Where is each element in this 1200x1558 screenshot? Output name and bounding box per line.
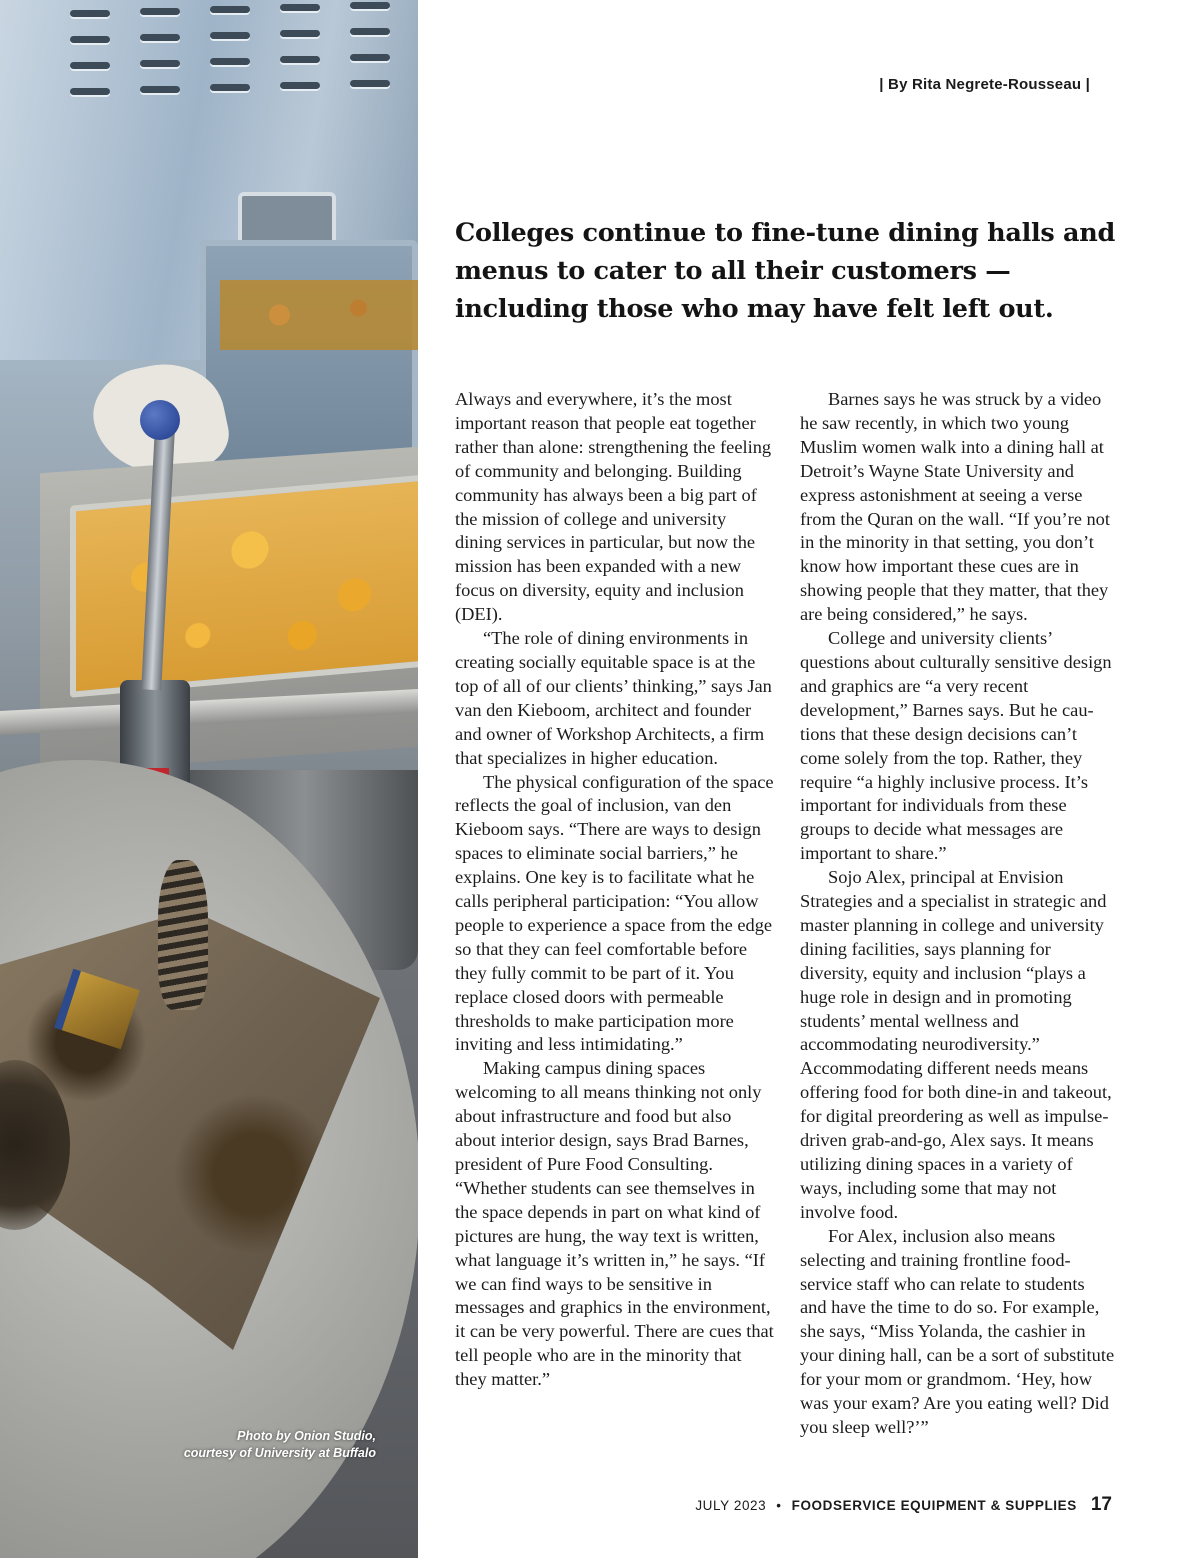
page-number: 17: [1090, 1494, 1112, 1515]
paragraph: Making campus dining spaces welcoming to all means thinking not only about infrastructure and food but also about interior design, says Brad Barnes, president of Pure Food Consulting. “Whether students can see themselves in the space depends in part on what kind of pictures are hung, the way text is written, what language it’s written in,” he says. “If we can find ways to be sensitive in messages and graphics in the environment, it can be very powerful. There are cues that tell people who are in the minority that they matter.”: [455, 1058, 774, 1390]
body-column-right: [800, 388, 1115, 1440]
photo-credit-line1: Photo by Onion Studio,: [237, 1429, 376, 1443]
spring: [158, 860, 208, 1010]
body-column-left: [455, 388, 775, 1392]
paragraph: The physical configuration of the space reflects the goal of inclusion, van den Kieboom says. “There are ways to design spaces to eliminate social barriers,” he explains. One key is to facilitate what he calls peripheral participation: “You allow people to experience a space from the edge so that they can feel comfortable before they fully commit to be part of it. You replace closed doors with permeable thresholds to make participation more inviting and less intimidating.”: [455, 771, 774, 1055]
article-deck: Colleges continue to fine-tune dining halls and menus to cater to all their customers — including those who may have felt left out.: [455, 218, 1115, 324]
paragraph: For Alex, inclusion also means selecting and training frontline foodservice staff who can relate to students and have the time to do so. For example, she says, “Miss Yolanda, the cashier in your dining hall, can be a sort of substitute for your mom or grandmom. ‘Hey, how was your exam? Are you eating well? Did you sleep well?’”: [800, 1225, 1115, 1437]
paragraph: Sojo Alex, principal at Envision Strategies and a specialist in strategic and master planning in college and university dining facilities, says planning for diversity, equity and inclusion “plays a huge role in design and in promoting students’ mental wellness and accommodating neurodiversity.” Accommodating different needs means offering food for both dine-in and takeout, for digital preordering as well as impulse-driven grab-and-go, Alex says. It means utilizing dining spaces in a variety of ways, including some that may not involve food.: [800, 867, 1112, 1222]
paragraph: Always and everywhere, it’s the most important reason that people eat together rather than alone: strengthening the feeling of community and belonging. Building community has always been a big part of the mission of college and university dining services in particular, but now the mission has been expanded with a new focus on diversity, equity and inclusion (DEI).: [455, 389, 772, 625]
byline: | By Rita Negrete-Rousseau |: [879, 76, 1090, 93]
photo-credit: [184, 1428, 376, 1462]
paragraph: Barnes says he was struck by a video he saw recently, in which two young Muslim women walk into a dining hall at Detroit’s Wayne State University and express astonishment at seeing a verse from the Quran on the wall. “If you’re not in the minority in that setting, you don’t know how important these cues are in showing people that they matter, that they are being considered,” he says.: [800, 389, 1110, 625]
food-tray: [70, 474, 418, 697]
page-footer: [695, 1494, 1112, 1516]
wall-vents: [60, 0, 418, 120]
issue-date: JULY 2023: [695, 1498, 767, 1513]
footer-separator: •: [776, 1498, 782, 1513]
article-photo: [0, 0, 418, 1558]
paragraph: “The role of dining environments in creating socially equitable space is at the top of all of our clients’ thinking,” says Jan van den Kieboom, architect and founder and owner of Workshop Architects, a firm that specializes in higher education.: [455, 628, 772, 768]
lever-knob: [140, 400, 180, 440]
paragraph: College and university clients’ questions about culturally sensitive design and graphics are “a very recent development,” Barnes says. But he cautions that these design decisions can’t come solely from the top. Rather, they require “a highly inclusive process. It’s important for individuals from these groups to decide what messages are important to share.”: [800, 628, 1112, 864]
publication-name: FOODSERVICE EQUIPMENT & SUPPLIES: [791, 1498, 1077, 1513]
bin-contents: [220, 280, 418, 350]
photo-credit-line2: courtesy of University at Buffalo: [183, 1446, 376, 1460]
